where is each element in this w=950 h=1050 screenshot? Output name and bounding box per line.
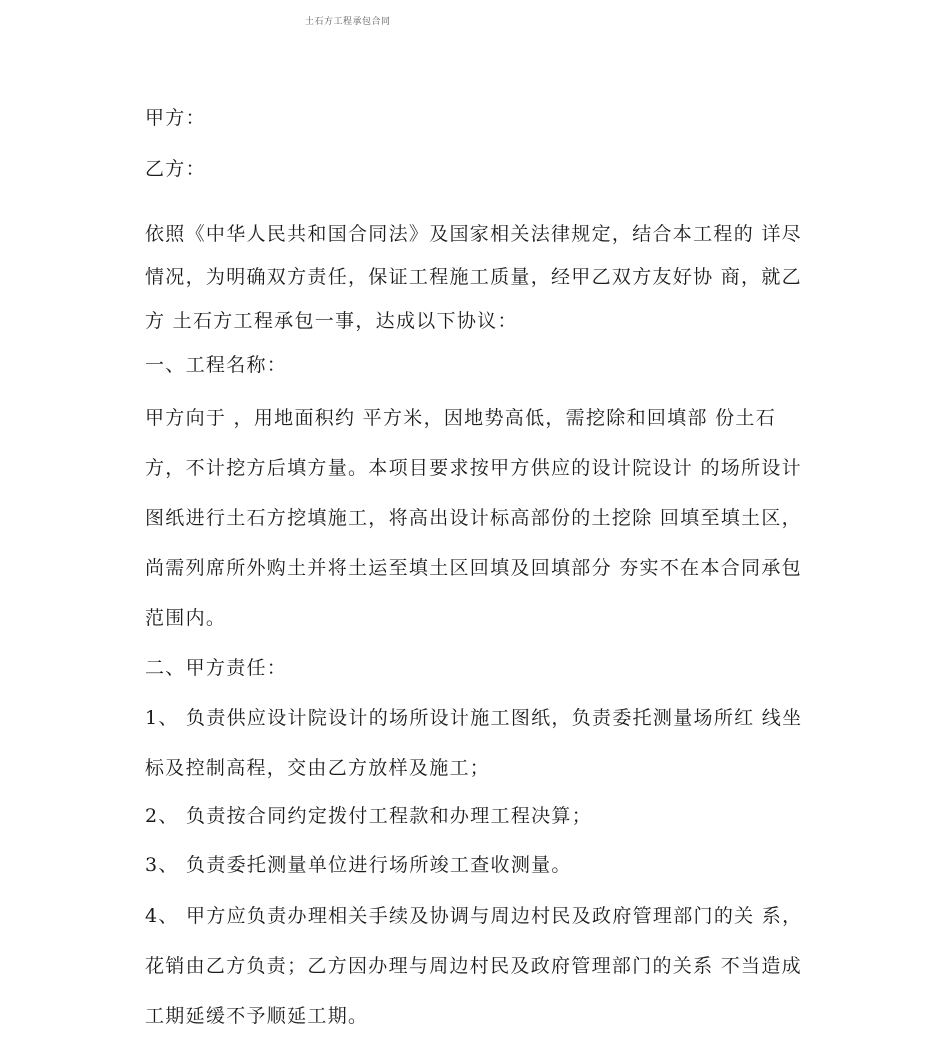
duty-item: 1、 负责供应设计院设计的场所设计施工图纸，负责委托测量场所红 线坐 (145, 707, 803, 729)
section-heading-project-name: 一、工程名称： (145, 354, 288, 376)
section1-line: 范围内。 (145, 607, 227, 629)
section1-line: 甲方向于 ，用地面积约 平方米，因地势高低，需挖除和回填部 份土石 (145, 407, 777, 429)
duty-item: 2、 负责按合同约定拨付工程款和办理工程决算； (145, 805, 593, 827)
party-a-label: 甲方： (145, 107, 206, 129)
duty-item: 标及控制高程，交由乙方放样及施工； (145, 757, 491, 779)
page-header: 土石方工程承包合同 (305, 17, 391, 27)
duty-item: 工期延缓不予顺延工期。 (145, 1005, 369, 1027)
party-b-label: 乙方： (145, 158, 206, 180)
intro-line: 方 土石方工程承包一事，达成以下协议： (145, 310, 518, 332)
section1-line: 方，不计挖方后填方量。本项目要求按甲方供应的设计院设计 的场所设计 (145, 457, 802, 479)
duty-item: 3、 负责委托测量单位进行场所竣工查收测量。 (145, 854, 572, 876)
section-heading-party-a-duties: 二、甲方责任： (145, 657, 288, 679)
duty-item: 花销由乙方负责；乙方因办理与周边村民及政府管理部门的关系 不当造成 (145, 955, 802, 977)
section1-line: 尚需列席所外购土并将土运至填土区回填及回填部分 夯实不在本合同承包 (145, 557, 802, 579)
intro-line: 情况，为明确双方责任，保证工程施工质量，经甲乙双方友好协 商，就乙 (145, 266, 802, 288)
intro-line: 依照《中华人民共和国合同法》及国家相关法律规定，结合本工程的 详尽 (145, 223, 802, 245)
section1-line: 图纸进行土石方挖填施工，将高出设计标高部份的土挖除 回填至填土区， (145, 507, 802, 529)
duty-item: 4、 甲方应负责办理相关手续及协调与周边村民及政府管理部门的关 系， (145, 905, 803, 927)
